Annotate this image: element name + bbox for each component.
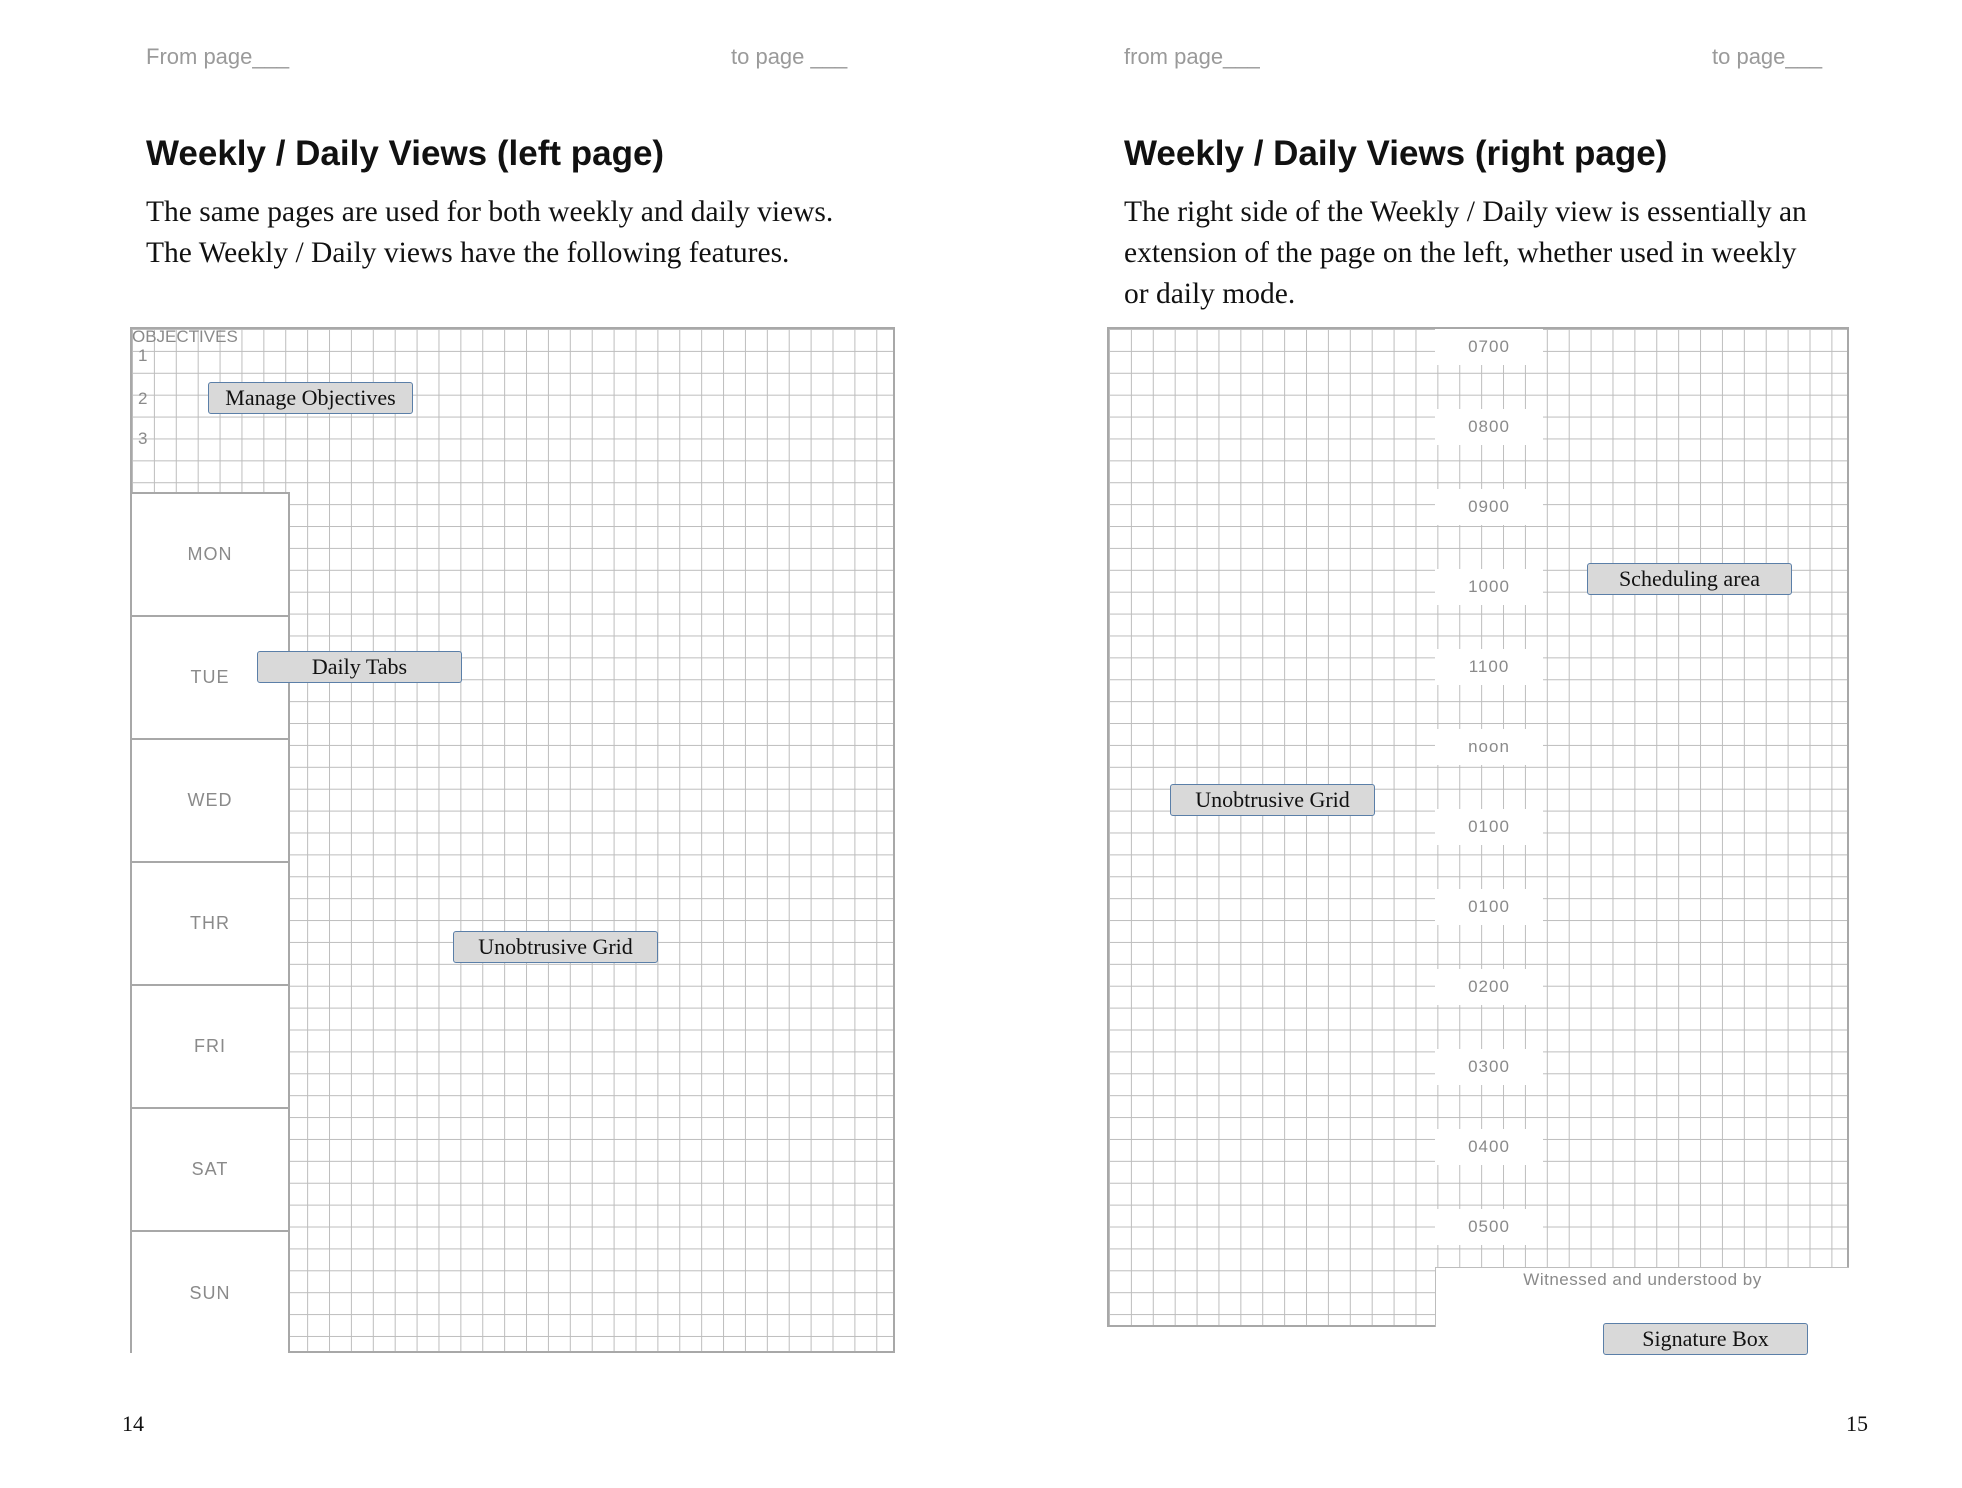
page-description: The right side of the Weekly / Daily view is essentially an extension of the page on the left, whether used in weekly or daily mode. bbox=[1124, 196, 1807, 310]
signature-box[interactable] bbox=[1435, 1267, 1849, 1327]
manage-objectives-callout: Manage Objectives bbox=[208, 382, 413, 414]
scheduling-grid bbox=[1107, 327, 1849, 1327]
time-column bbox=[1435, 329, 1543, 1269]
time-label: 0300 bbox=[1435, 1049, 1543, 1085]
day-tab-fri[interactable]: FRI bbox=[132, 986, 288, 1109]
time-label: 1100 bbox=[1435, 649, 1543, 685]
time-label: 0500 bbox=[1435, 1209, 1543, 1245]
time-label: 0800 bbox=[1435, 409, 1543, 445]
page-title: Weekly / Daily Views (right page) bbox=[1124, 134, 1668, 173]
page-number: 14 bbox=[122, 1411, 144, 1436]
time-label: 1000 bbox=[1435, 569, 1543, 605]
signature-label: Witnessed and understood by bbox=[1523, 1270, 1762, 1289]
header-to-page: to page ___ bbox=[731, 44, 848, 69]
time-label: 0100 bbox=[1435, 809, 1543, 845]
header-from-page: From page___ bbox=[146, 44, 290, 69]
daily-tabs-column bbox=[132, 492, 290, 1353]
unobtrusive-grid-callout: Unobtrusive Grid bbox=[453, 931, 658, 963]
objective-number-2: 2 bbox=[138, 389, 148, 408]
header-from-page: from page___ bbox=[1124, 44, 1260, 69]
day-tab-mon[interactable]: MON bbox=[132, 494, 288, 617]
page-title: Weekly / Daily Views (left page) bbox=[146, 134, 665, 173]
time-label: 0400 bbox=[1435, 1129, 1543, 1165]
time-label: 0900 bbox=[1435, 489, 1543, 525]
day-tab-sat[interactable]: SAT bbox=[132, 1109, 288, 1232]
header-to-page: to page___ bbox=[1712, 44, 1823, 69]
right-page bbox=[981, 0, 1962, 1488]
objective-number-3: 3 bbox=[138, 429, 148, 448]
signature-box-callout: Signature Box bbox=[1603, 1323, 1808, 1355]
unobtrusive-grid-callout: Unobtrusive Grid bbox=[1170, 784, 1375, 816]
objectives-label: OBJECTIVES bbox=[132, 327, 238, 346]
day-tab-tue[interactable]: TUE bbox=[132, 617, 288, 740]
objective-number-1: 1 bbox=[138, 346, 148, 365]
planner-grid bbox=[130, 327, 895, 1353]
time-label: noon bbox=[1435, 729, 1543, 765]
scheduling-area-callout: Scheduling area bbox=[1587, 563, 1792, 595]
day-tab-sun[interactable]: SUN bbox=[189, 1283, 231, 1303]
day-tab-wed[interactable]: WED bbox=[132, 740, 288, 863]
time-label: 0700 bbox=[1435, 329, 1543, 365]
page-number: 15 bbox=[1846, 1411, 1868, 1436]
page-description: The same pages are used for both weekly and daily views. The Weekly / Daily views have the following features. bbox=[146, 196, 834, 269]
time-label: 0200 bbox=[1435, 969, 1543, 1005]
daily-tabs-callout: Daily Tabs bbox=[257, 651, 462, 683]
time-label: 0100 bbox=[1435, 889, 1543, 925]
day-tab-thr[interactable]: THR bbox=[132, 863, 288, 986]
